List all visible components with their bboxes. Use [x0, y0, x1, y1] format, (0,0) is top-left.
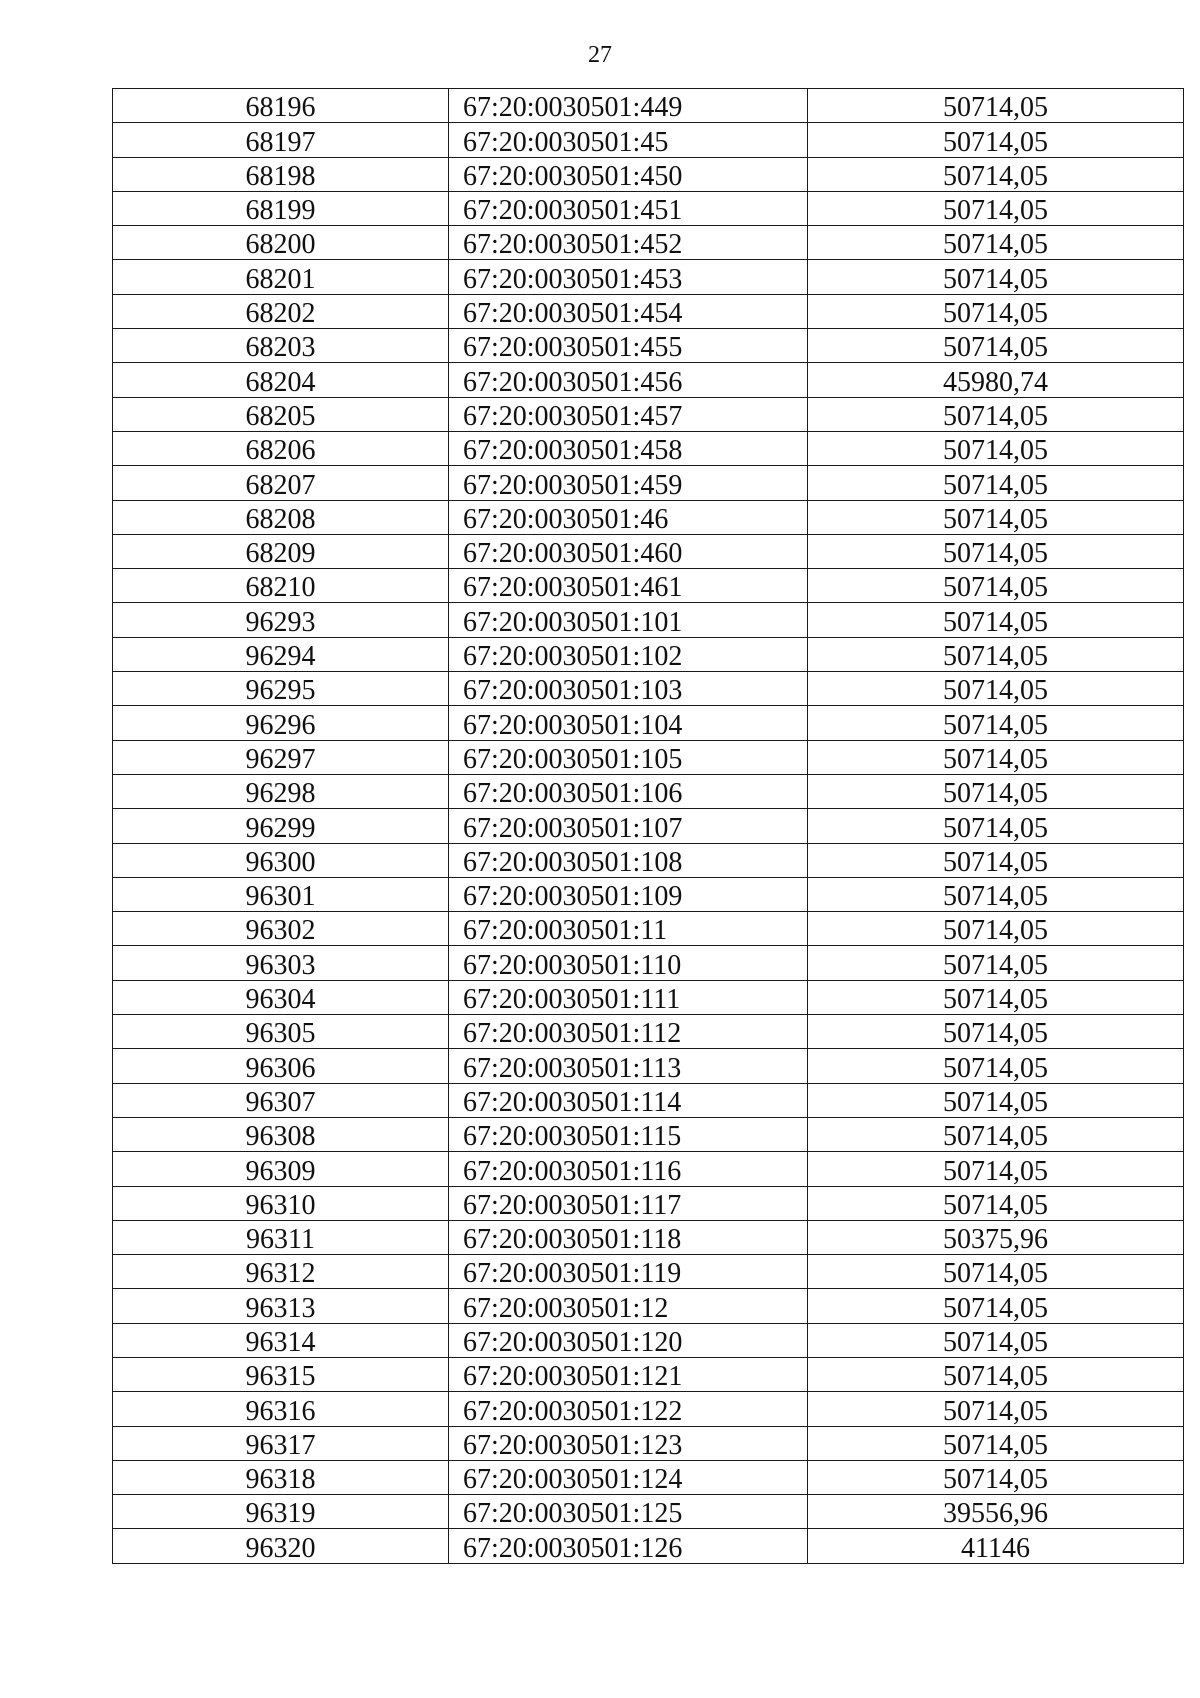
- table-row: [113, 1392, 1184, 1426]
- value-cell: 50714,05: [808, 672, 1184, 706]
- cadastral-number-cell: 67:20:0030501:112: [449, 1015, 808, 1049]
- value-cell: 50714,05: [808, 774, 1184, 808]
- row-number-cell: 68198: [113, 157, 449, 191]
- page-number: 27: [588, 42, 612, 68]
- value-cell: 50375,96: [808, 1220, 1184, 1254]
- table-row: [113, 672, 1184, 706]
- cadastral-number-cell: 67:20:0030501:102: [449, 637, 808, 671]
- row-number-cell: 68209: [113, 534, 449, 568]
- value-cell: 45980,74: [808, 363, 1184, 397]
- value-cell: 50714,05: [808, 809, 1184, 843]
- value-cell: 41146: [808, 1529, 1184, 1563]
- row-number-cell: 68196: [113, 89, 449, 123]
- cadastral-number-cell: 67:20:0030501:461: [449, 569, 808, 603]
- cadastral-number-cell: 67:20:0030501:455: [449, 329, 808, 363]
- table-row: [113, 363, 1184, 397]
- row-number-cell: 96306: [113, 1049, 449, 1083]
- table-row: [113, 1255, 1184, 1289]
- table-row: [113, 1083, 1184, 1117]
- cadastral-number-cell: 67:20:0030501:116: [449, 1152, 808, 1186]
- table-row: [113, 191, 1184, 225]
- cadastral-number-cell: 67:20:0030501:452: [449, 226, 808, 260]
- table-row: [113, 1186, 1184, 1220]
- cadastral-number-cell: 67:20:0030501:458: [449, 431, 808, 465]
- value-cell: 50714,05: [808, 912, 1184, 946]
- value-cell: 50714,05: [808, 1392, 1184, 1426]
- table-row: [113, 1323, 1184, 1357]
- row-number-cell: 96319: [113, 1495, 449, 1529]
- table-row: [113, 603, 1184, 637]
- table-row: [113, 843, 1184, 877]
- value-cell: 50714,05: [808, 1460, 1184, 1494]
- cadastral-number-cell: 67:20:0030501:106: [449, 774, 808, 808]
- table-row: [113, 466, 1184, 500]
- value-cell: 50714,05: [808, 1049, 1184, 1083]
- row-number-cell: 68204: [113, 363, 449, 397]
- cadastral-number-cell: 67:20:0030501:126: [449, 1529, 808, 1563]
- cadastral-number-cell: 67:20:0030501:115: [449, 1117, 808, 1151]
- row-number-cell: 68208: [113, 500, 449, 534]
- cadastral-number-cell: 67:20:0030501:118: [449, 1220, 808, 1254]
- row-number-cell: 96317: [113, 1426, 449, 1460]
- value-cell: 50714,05: [808, 1426, 1184, 1460]
- table-row: [113, 123, 1184, 157]
- table-row: [113, 1015, 1184, 1049]
- cadastral-number-cell: 67:20:0030501:453: [449, 260, 808, 294]
- cadastral-number-cell: 67:20:0030501:111: [449, 980, 808, 1014]
- row-number-cell: 96304: [113, 980, 449, 1014]
- table-row: [113, 774, 1184, 808]
- value-cell: 50714,05: [808, 1255, 1184, 1289]
- cadastral-number-cell: 67:20:0030501:121: [449, 1357, 808, 1391]
- table-row: [113, 637, 1184, 671]
- row-number-cell: 96296: [113, 706, 449, 740]
- table-row: [113, 946, 1184, 980]
- table-row: [113, 294, 1184, 328]
- value-cell: 50714,05: [808, 1323, 1184, 1357]
- row-number-cell: 68197: [113, 123, 449, 157]
- value-cell: 50714,05: [808, 1083, 1184, 1117]
- row-number-cell: 96308: [113, 1117, 449, 1151]
- value-cell: 50714,05: [808, 534, 1184, 568]
- value-cell: 50714,05: [808, 157, 1184, 191]
- table-row: [113, 89, 1184, 123]
- row-number-cell: 68207: [113, 466, 449, 500]
- cadastral-number-cell: 67:20:0030501:46: [449, 500, 808, 534]
- table-row: [113, 500, 1184, 534]
- table-row: [113, 1152, 1184, 1186]
- table-row: [113, 1460, 1184, 1494]
- value-cell: 50714,05: [808, 706, 1184, 740]
- cadastral-number-cell: 67:20:0030501:123: [449, 1426, 808, 1460]
- row-number-cell: 96294: [113, 637, 449, 671]
- row-number-cell: 96309: [113, 1152, 449, 1186]
- table-row: [113, 1289, 1184, 1323]
- value-cell: 50714,05: [808, 1186, 1184, 1220]
- table-row: [113, 980, 1184, 1014]
- value-cell: 50714,05: [808, 980, 1184, 1014]
- table-row: [113, 1049, 1184, 1083]
- cadastral-number-cell: 67:20:0030501:460: [449, 534, 808, 568]
- cadastral-number-cell: 67:20:0030501:104: [449, 706, 808, 740]
- cadastral-number-cell: 67:20:0030501:125: [449, 1495, 808, 1529]
- row-number-cell: 96315: [113, 1357, 449, 1391]
- row-number-cell: 96297: [113, 740, 449, 774]
- cadastral-number-cell: 67:20:0030501:449: [449, 89, 808, 123]
- value-cell: 39556,96: [808, 1495, 1184, 1529]
- value-cell: 50714,05: [808, 191, 1184, 225]
- cadastral-number-cell: 67:20:0030501:45: [449, 123, 808, 157]
- row-number-cell: 96303: [113, 946, 449, 980]
- row-number-cell: 68201: [113, 260, 449, 294]
- table-row: [113, 397, 1184, 431]
- value-cell: 50714,05: [808, 1015, 1184, 1049]
- value-cell: 50714,05: [808, 946, 1184, 980]
- row-number-cell: 96314: [113, 1323, 449, 1357]
- value-cell: 50714,05: [808, 89, 1184, 123]
- table-row: [113, 877, 1184, 911]
- value-cell: 50714,05: [808, 397, 1184, 431]
- row-number-cell: 68203: [113, 329, 449, 363]
- value-cell: 50714,05: [808, 569, 1184, 603]
- cadastral-number-cell: 67:20:0030501:103: [449, 672, 808, 706]
- cadastral-value-table: [112, 88, 1184, 1564]
- row-number-cell: 96295: [113, 672, 449, 706]
- value-cell: 50714,05: [808, 1289, 1184, 1323]
- cadastral-number-cell: 67:20:0030501:12: [449, 1289, 808, 1323]
- row-number-cell: 68202: [113, 294, 449, 328]
- value-cell: 50714,05: [808, 260, 1184, 294]
- row-number-cell: 96318: [113, 1460, 449, 1494]
- value-cell: 50714,05: [808, 500, 1184, 534]
- cadastral-number-cell: 67:20:0030501:124: [449, 1460, 808, 1494]
- cadastral-number-cell: 67:20:0030501:101: [449, 603, 808, 637]
- cadastral-number-cell: 67:20:0030501:451: [449, 191, 808, 225]
- row-number-cell: 96299: [113, 809, 449, 843]
- value-cell: 50714,05: [808, 226, 1184, 260]
- value-cell: 50714,05: [808, 329, 1184, 363]
- row-number-cell: 96302: [113, 912, 449, 946]
- value-cell: 50714,05: [808, 637, 1184, 671]
- value-cell: 50714,05: [808, 1357, 1184, 1391]
- table-row: [113, 809, 1184, 843]
- row-number-cell: 96300: [113, 843, 449, 877]
- row-number-cell: 68210: [113, 569, 449, 603]
- table-row: [113, 534, 1184, 568]
- cadastral-number-cell: 67:20:0030501:105: [449, 740, 808, 774]
- cadastral-number-cell: 67:20:0030501:108: [449, 843, 808, 877]
- row-number-cell: 96312: [113, 1255, 449, 1289]
- cadastral-number-cell: 67:20:0030501:114: [449, 1083, 808, 1117]
- cadastral-number-cell: 67:20:0030501:456: [449, 363, 808, 397]
- row-number-cell: 68205: [113, 397, 449, 431]
- cadastral-number-cell: 67:20:0030501:11: [449, 912, 808, 946]
- table-row: [113, 260, 1184, 294]
- table-row: [113, 569, 1184, 603]
- table-row: [113, 740, 1184, 774]
- table-body: [113, 89, 1184, 1564]
- value-cell: 50714,05: [808, 466, 1184, 500]
- row-number-cell: 96310: [113, 1186, 449, 1220]
- table-row: [113, 1357, 1184, 1391]
- value-cell: 50714,05: [808, 740, 1184, 774]
- row-number-cell: 96307: [113, 1083, 449, 1117]
- value-cell: 50714,05: [808, 1152, 1184, 1186]
- row-number-cell: 68200: [113, 226, 449, 260]
- cadastral-number-cell: 67:20:0030501:119: [449, 1255, 808, 1289]
- cadastral-number-cell: 67:20:0030501:109: [449, 877, 808, 911]
- row-number-cell: 96305: [113, 1015, 449, 1049]
- cadastral-number-cell: 67:20:0030501:122: [449, 1392, 808, 1426]
- table-row: [113, 329, 1184, 363]
- table-row: [113, 1117, 1184, 1151]
- row-number-cell: 96293: [113, 603, 449, 637]
- value-cell: 50714,05: [808, 1117, 1184, 1151]
- table-row: [113, 431, 1184, 465]
- cadastral-number-cell: 67:20:0030501:113: [449, 1049, 808, 1083]
- value-cell: 50714,05: [808, 431, 1184, 465]
- value-cell: 50714,05: [808, 603, 1184, 637]
- table-row: [113, 706, 1184, 740]
- row-number-cell: 96298: [113, 774, 449, 808]
- cadastral-number-cell: 67:20:0030501:120: [449, 1323, 808, 1357]
- table-row: [113, 226, 1184, 260]
- cadastral-number-cell: 67:20:0030501:107: [449, 809, 808, 843]
- value-cell: 50714,05: [808, 294, 1184, 328]
- table-row: [113, 1220, 1184, 1254]
- value-cell: 50714,05: [808, 877, 1184, 911]
- row-number-cell: 96320: [113, 1529, 449, 1563]
- cadastral-number-cell: 67:20:0030501:459: [449, 466, 808, 500]
- row-number-cell: 96311: [113, 1220, 449, 1254]
- value-cell: 50714,05: [808, 123, 1184, 157]
- cadastral-number-cell: 67:20:0030501:457: [449, 397, 808, 431]
- row-number-cell: 96301: [113, 877, 449, 911]
- table-row: [113, 1426, 1184, 1460]
- row-number-cell: 68199: [113, 191, 449, 225]
- cadastral-number-cell: 67:20:0030501:110: [449, 946, 808, 980]
- cadastral-number-cell: 67:20:0030501:117: [449, 1186, 808, 1220]
- value-cell: 50714,05: [808, 843, 1184, 877]
- row-number-cell: 96316: [113, 1392, 449, 1426]
- table-row: [113, 1529, 1184, 1563]
- row-number-cell: 68206: [113, 431, 449, 465]
- cadastral-number-cell: 67:20:0030501:450: [449, 157, 808, 191]
- row-number-cell: 96313: [113, 1289, 449, 1323]
- table-row: [113, 912, 1184, 946]
- table-row: [113, 157, 1184, 191]
- cadastral-number-cell: 67:20:0030501:454: [449, 294, 808, 328]
- table-row: [113, 1495, 1184, 1529]
